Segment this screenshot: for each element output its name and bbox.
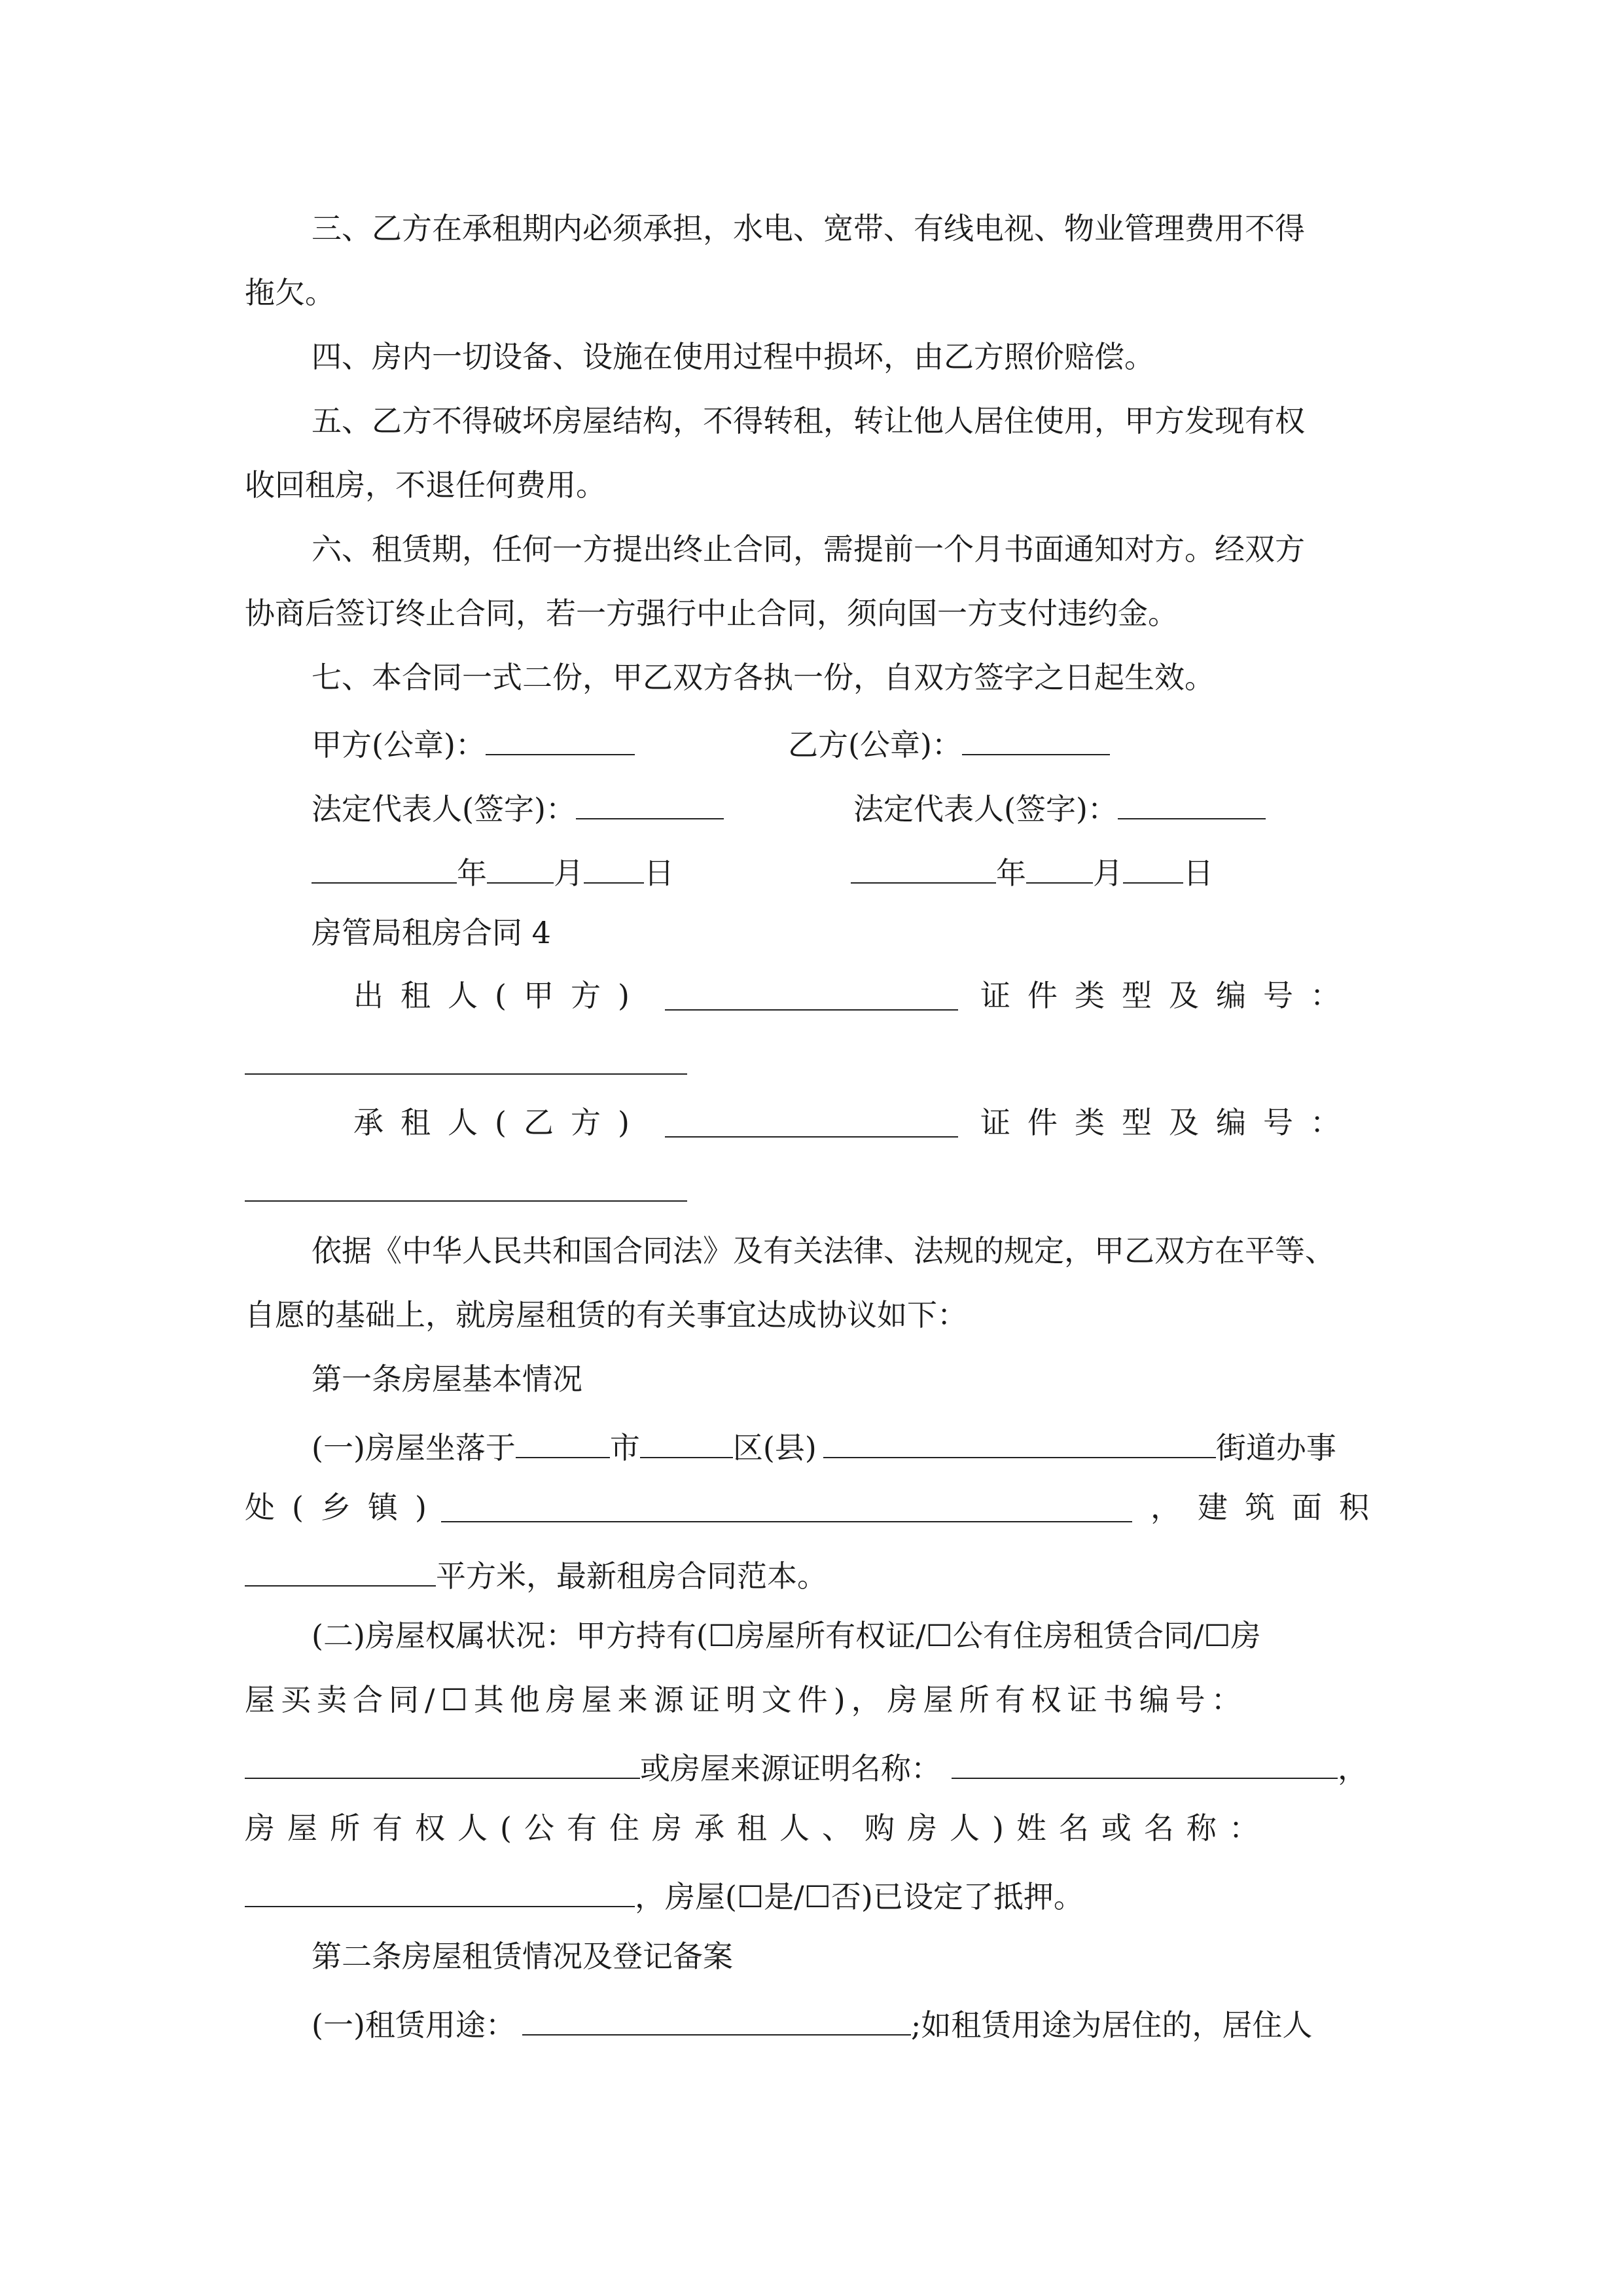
lessor-id-label: 证件类型及编号： [980,978,1357,1013]
day-label: 日 [1183,855,1213,891]
town-label: 处(乡镇) [245,1490,444,1525]
contract-4-title: 房管局租房合同 4 [312,915,551,950]
lessor-name-blank[interactable] [665,1009,958,1011]
area-line [245,1551,827,1596]
residence-label: ;如租赁用途为居住的，居住人 [910,2007,1313,2043]
party-a-year-blank[interactable] [312,848,457,884]
clause-6-line2: 协商后签订终止合同，若一方强行中止合同，须向国一方支付违约金。 [245,596,1178,631]
article-2-item1 [312,2000,1312,2045]
district-label: 区(县) [732,1430,817,1465]
location-label: (一)房屋坐落于 [312,1430,516,1465]
party-a-rep [312,784,724,829]
mortgage-label: ，房屋(☐是/☐否)已设定了抵押。 [635,1879,1084,1914]
party-b-seal [788,720,1110,765]
article-2-heading: 第二条房屋租赁情况及登记备案 [312,1939,733,1974]
day-label: 日 [644,855,674,891]
source-proof-blank[interactable] [952,1744,1338,1779]
owner-label: 房屋所有权人(公有住房承租人、购房人)姓名或名称： [245,1810,1272,1846]
party-a-seal-blank[interactable] [486,720,635,755]
party-b-day-blank[interactable] [1123,848,1183,884]
area-blank[interactable] [245,1551,436,1587]
area-unit-label: 平方米，最新租房合同范本。 [436,1558,827,1594]
party-b-seal-blank[interactable] [962,720,1110,755]
clause-3-line1: 三、乙方在承租期内必须承担，水电、宽带、有线电视、物业管理费用不得 [312,211,1305,246]
owner-line [245,1872,1084,1917]
city-blank[interactable] [516,1423,610,1458]
party-a-seal-label: 甲方(公章)： [312,727,486,762]
party-a-month-blank[interactable] [487,848,554,884]
street-label: 街道办事 [1215,1430,1336,1465]
clause-5-line2: 收回租房，不退任何费用。 [245,467,606,503]
lessee-name-blank[interactable] [665,1136,958,1138]
city-label: 市 [609,1430,640,1465]
article-1-item1-line1 [312,1423,1336,1468]
article-1-item2-line2: 屋买卖合同/☐其他房屋来源证明文件)，房屋所有权证书编号： [245,1682,1247,1717]
lessor-id-blank[interactable] [245,1073,687,1075]
clause-6-line1: 六、租赁期，任何一方提出终止合同，需提前一个月书面通知对方。经双方 [312,531,1305,567]
certificate-line [245,1744,1368,1789]
party-b-year-blank[interactable] [851,848,996,884]
year-label: 年 [996,855,1026,891]
clause-3-line2: 拖欠。 [245,275,335,310]
party-b-rep [853,784,1266,829]
lessee-label: 承租人(乙方) [353,1105,647,1140]
year-label: 年 [457,855,487,891]
clause-5-line1: 五、乙方不得破坏房屋结构，不得转租，转让他人居住使用，甲方发现有权 [312,403,1305,439]
town-blank[interactable] [441,1521,1132,1522]
article-1-heading: 第一条房屋基本情况 [312,1361,582,1397]
party-a-rep-blank[interactable] [576,784,724,819]
month-label: 月 [1093,855,1123,891]
area-label: ，建筑面积 [1150,1490,1386,1525]
month-label: 月 [554,855,584,891]
party-a-date [312,848,674,893]
clause-7: 七、本合同一式二份，甲乙双方各执一份，自双方签字之日起生效。 [312,660,1215,695]
party-b-rep-blank[interactable] [1118,784,1266,819]
lease-purpose-blank[interactable] [522,2000,911,2036]
party-b-date [851,848,1213,893]
lessee-id-blank[interactable] [245,1200,687,1202]
party-b-seal-label: 乙方(公章)： [788,727,962,762]
intro-line2: 自愿的基础上，就房屋租赁的有关事宜达成协议如下： [245,1297,967,1333]
party-a-seal [312,720,635,765]
party-b-rep-label: 法定代表人(签字)： [853,791,1118,827]
owner-name-blank[interactable] [245,1872,635,1907]
certificate-number-blank[interactable] [245,1744,640,1779]
party-b-month-blank[interactable] [1026,848,1093,884]
party-a-rep-label: 法定代表人(签字)： [312,791,576,827]
lease-purpose-label: (一)租赁用途： [312,2007,516,2043]
comma: ， [1338,1751,1368,1786]
party-a-day-blank[interactable] [584,848,644,884]
district-blank[interactable] [640,1423,733,1458]
source-proof-label: 或房屋来源证明名称： [640,1751,941,1786]
clause-4: 四、房内一切设备、设施在使用过程中损坏，由乙方照价赔偿。 [312,339,1154,374]
lessor-label: 出租人(甲方) [353,978,647,1013]
street-blank[interactable] [823,1423,1216,1458]
lessee-id-label: 证件类型及编号： [980,1105,1357,1140]
intro-line1: 依据《中华人民共和国合同法》及有关法律、法规的规定，甲乙双方在平等、 [312,1233,1335,1268]
article-1-item2-line1: (二)房屋权属状况：甲方持有(☐房屋所有权证/☐公有住房租赁合同/☐房 [312,1618,1261,1653]
